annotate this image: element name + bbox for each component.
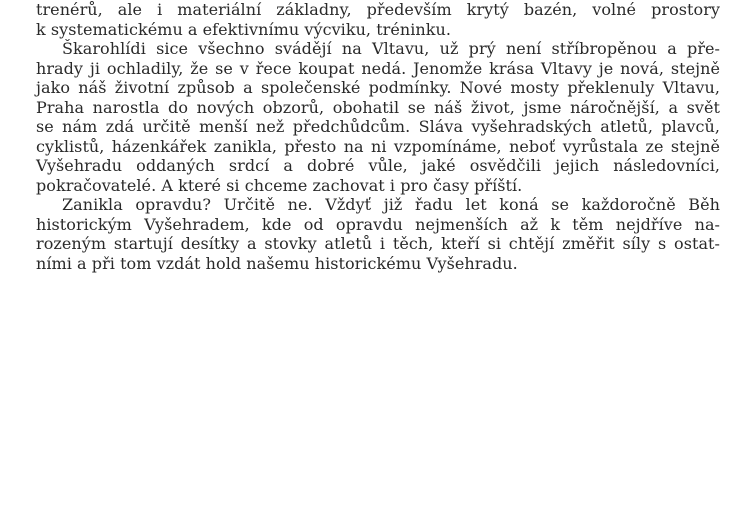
text-line: Praha narostla do nových obzorů, obohatil se náš život, jsme náročnější, a svět [36,97,720,117]
paragraph-start-line: Zanikla opravdu? Určitě ne. Vždyť již řadu let koná se každoročně Běh [62,195,720,214]
text-line: pokračovatelé. A které si chceme zachovat i pro časy příští. [36,175,523,195]
text-line: jako náš životní způsob a společenské podmínky. Nové mosty překlenuly Vltavu, [36,78,720,97]
paragraph-start-line: Škarohlídi sice všechno svádějí na Vltavu, už prý není stříbropěnou a pře- [62,39,720,58]
text-line: trenérů, ale i materiální základny, především krytý bazén, volné prostory [36,0,720,19]
body-text [36,0,720,273]
text-line: historickým Vyšehradem, kde od opravdu nejmenších až k těm nejdříve na- [36,214,720,234]
text-line: se nám zdá určitě menší než předchůdcům. Sláva vyšehradských atletů, plavců, [36,117,720,136]
text-line: cyklistů, házenkářek zanikla, přesto na ni vzpomínáme, neboť vyrůstala ze stejně [36,136,720,156]
text-line: hrady ji ochladily, že se v řece koupat nedá. Jenomže krása Vltavy je nová, stejně [36,58,720,78]
text-line: rozeným startují desítky a stovky atletů i těch, kteří si chtějí změřit síly s ostat- [36,234,720,253]
text-line: Vyšehradu oddaných srdcí a dobré vůle, jaké osvědčili jejich následovníci, [36,156,720,175]
text-line: ními a při tom vzdát hold našemu historickému Vyšehradu. [36,253,518,273]
text-line: k systematickému a efektivnímu výcviku, tréninku. [36,19,452,39]
